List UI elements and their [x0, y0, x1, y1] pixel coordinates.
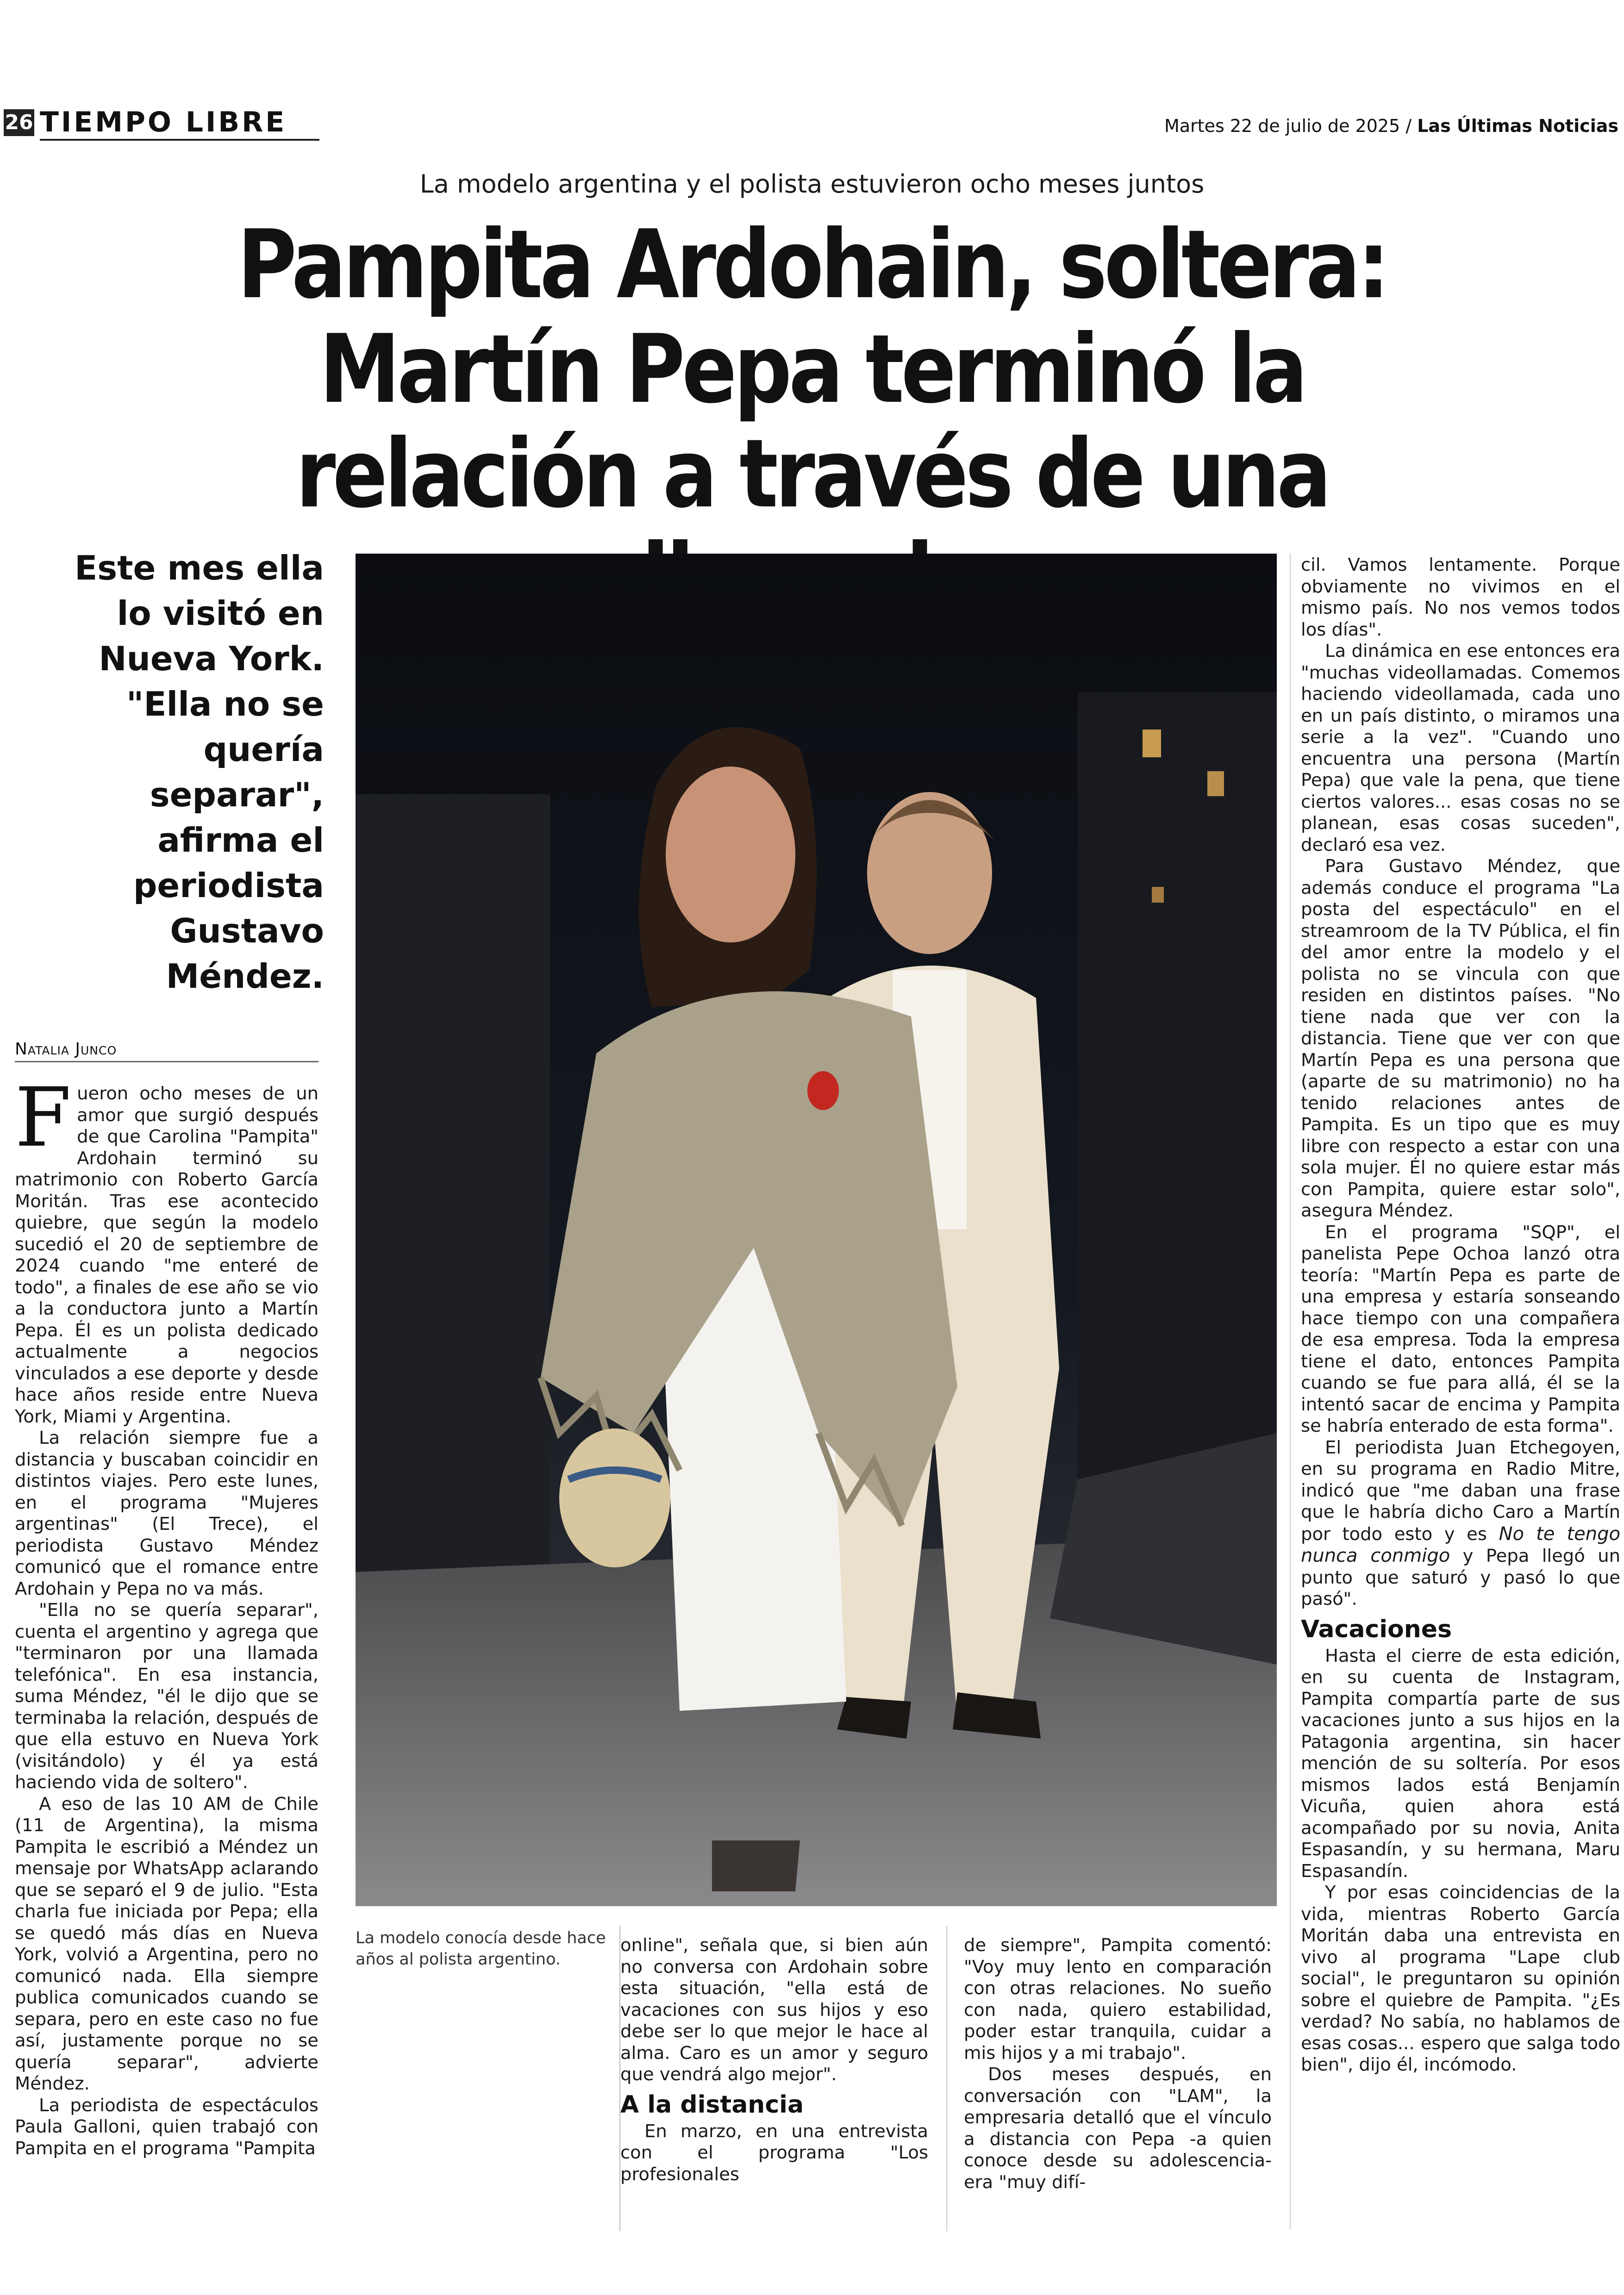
- byline: [15, 1037, 319, 1062]
- article-paragraph: Para Gustavo Méndez, que además conduce el programa "La posta del espectáculo" en el streamroom de la TV Pública, el fin del amor entre la modelo y el polista no se vincula con que residen en distintos países. "No tiene nada que ver con la distancia. Tiene que ver con que Martín Pepa es una persona que (aparte de su matrimonio) no ha tenido relaciones antes de Pampita. Es un tipo que es muy libre con respecto a estar con una sola mujer. Él no quiere estar más con Pampita, quiere estar solo", asegura Méndez.: [1301, 856, 1620, 1221]
- article-paragraph: online", señala que, si bien aún no conversa con Ardohain sobre esta situación, "ella está de vacaciones con sus hijos y eso debe ser lo que mejor le hace al alma. Caro es un amor y seguro que vendrá algo mejor".: [620, 1935, 928, 2085]
- paragraph-text: y Pepa llegó un punto que saturó y pasó lo que pasó".: [1301, 1546, 1620, 1609]
- header-rule: [40, 139, 319, 141]
- article-paragraph: A eso de las 10 AM de Chile (11 de Argentina), la misma Pampita le escribió a Méndez un mensaje por WhatsApp aclarando que se separó el 9 de julio. "Esta charla fue iniciada por Pepa; ella se quedó más días en Nueva York, volvió a Argentina, pero no comunicó nada. Ella siempre publica comunicados cuando se separa, pero en este caso no fue así, justamente porque no se quería separar", advierte Méndez.: [15, 1793, 319, 2094]
- article-subhead: A la distancia: [620, 2090, 804, 2119]
- article-subhead: Vacaciones: [1301, 1615, 1452, 1643]
- article-kicker: La modelo argentina y el polista estuvieron ocho meses juntos: [419, 169, 1205, 199]
- article-paragraph: [15, 1083, 319, 1428]
- section-name: TIEMPO LIBRE: [40, 106, 287, 138]
- byline-name: Natalia Junco: [15, 1040, 117, 1059]
- article-column-4: [1301, 555, 1620, 2221]
- article-headline: Pampita Ardohain, soltera: Martín Pepa terminó la relación a través de una: [237, 210, 1387, 529]
- article-paragraph: En marzo, en una entrevista con el programa "Los profesionales: [620, 2120, 928, 2185]
- issue-date: Martes 22 de julio de 2025: [1164, 116, 1400, 136]
- article-paragraph: de siempre", Pampita comentó: "Voy muy lento en comparación con otras relaciones. No sueño con nada, quiero estabilidad, poder estar tranquila, cuidar a mis hijos y a mi trabajo".: [964, 1935, 1272, 2064]
- paragraph-text: El periodista Juan Etchegoyen, en su programa en Radio Mitre, indicó que "me daban una frase que le habría dicho Caro a Martín por todo esto y es: [1301, 1437, 1620, 1545]
- article-paragraph: La dinámica en ese entonces era "muchas videollamadas. Comemos haciendo videollamada, cada uno en un país distinto, o miramos una serie a la vez". "Cuando uno encuentra una persona (Martín Pepa) que vale la pena, que tiene ciertos valores... esas cosas no se planean, esas cosas suceden", declaró esa vez.: [1301, 641, 1620, 855]
- quoted-phrase: No te tengo nunca conmigo: [1301, 1523, 1620, 1566]
- article-paragraph: Hasta el cierre de esta edición, en su cuenta de Instagram, Pampita compartía parte de sus vacaciones junto a sus hijos en la Patagonia argentina, sin hacer mención de su soltería. Por esos mismos lados está Benjamín Vicuña, quien ahora está acompañado por su novia, Anita Espasandín, y su hermana, Maru Espasandín.: [1301, 1645, 1620, 1882]
- page-number: 26: [4, 109, 34, 136]
- article-paragraph: Dos meses después, en conversación con "LAM", la empresaria detalló que el vínculo a distancia con Pepa -a quien conoce desde su adolescencia- era "muy difí-: [964, 2064, 1272, 2193]
- article-column-3: [964, 1935, 1272, 2213]
- article-photo: [356, 554, 1277, 1906]
- article-deck: Este mes ella lo visitó en Nueva York. "Ella no se quería separar", afirma el periodista Gustavo Méndez.: [75, 549, 324, 996]
- column-rule: [1290, 554, 1291, 2229]
- article-paragraph: "Ella no se quería separar", cuenta el argentino y agrega que "terminaron por una llamada telefónica". En esa instancia, suma Méndez, "él le dijo que se terminaba la relación, después de que ella estuvo en Nueva York (visitándolo) y él ya está haciendo vida de soltero".: [15, 1600, 319, 1793]
- article-paragraph: Y por esas coincidencias de la vida, mientras Roberto García Moritán daba una entrevista en vivo al programa "Lape club social", le preguntaron su opinión sobre el quiebre de Pampita. "¿Es verdad? No sabía, no hablamos de esas cosas... espero que salga todo bien", dijo él, incómodo.: [1301, 1882, 1620, 2075]
- article-paragraph: La relación siempre fue a distancia y buscaban coincidir en distintos viajes. Pero este lunes, en el programa "Mujeres argentinas" (El Trece), el periodista Gustavo Méndez comunicó que el romance entre Ardohain y Pepa no va más.: [15, 1428, 319, 1599]
- article-paragraph: [1301, 1437, 1620, 1610]
- article-column-2: [620, 1935, 928, 2213]
- article-paragraph: cil. Vamos lentamente. Porque obviamente no vivimos en el mismo país. No nos vemos todos los días".: [1301, 555, 1620, 640]
- byline-rule: [15, 1061, 319, 1062]
- article-paragraph: La periodista de espectáculos Paula Galloni, quien trabajó con Pampita en el programa "Pampita: [15, 2095, 319, 2159]
- header-dateline: [1164, 113, 1618, 139]
- drop-cap: F: [15, 1083, 72, 1165]
- article-column-1: [15, 1083, 319, 2194]
- publication-name: Las Últimas Noticias: [1417, 116, 1618, 136]
- column-rule: [946, 1926, 947, 2231]
- photo-caption: La modelo conocía desde hace años al polista argentino.: [356, 1929, 606, 1969]
- dateline-separator: /: [1405, 116, 1412, 136]
- article-paragraph: En el programa "SQP", el panelista Pepe Ochoa lanzó otra teoría: "Martín Pepa es parte de una empresa y estaría sonseando hace tiempo con una compañera de esa empresa. Toda la empresa tiene el dato, entonces Pampita cuando se fue para allá, él se la intentó sacar de encima y Pampita se habría enterado de esta forma".: [1301, 1222, 1620, 1436]
- paragraph-text: ueron ocho meses de un amor que surgió después de que Carolina "Pampita" Ardohain terminó su matrimonio con Roberto García Moritán. Tras ese acontecido quiebre, que según la modelo sucedió el 20 de septiembre de 2024 cuando "me enteré de todo", a finales de ese año se vio a la conductora junto a Martín Pepa. Él es un polista dedicado actualmente a negocios vinculados a ese deporte y desde hace años reside entre Nueva York, Miami y Argentina.: [15, 1083, 319, 1427]
